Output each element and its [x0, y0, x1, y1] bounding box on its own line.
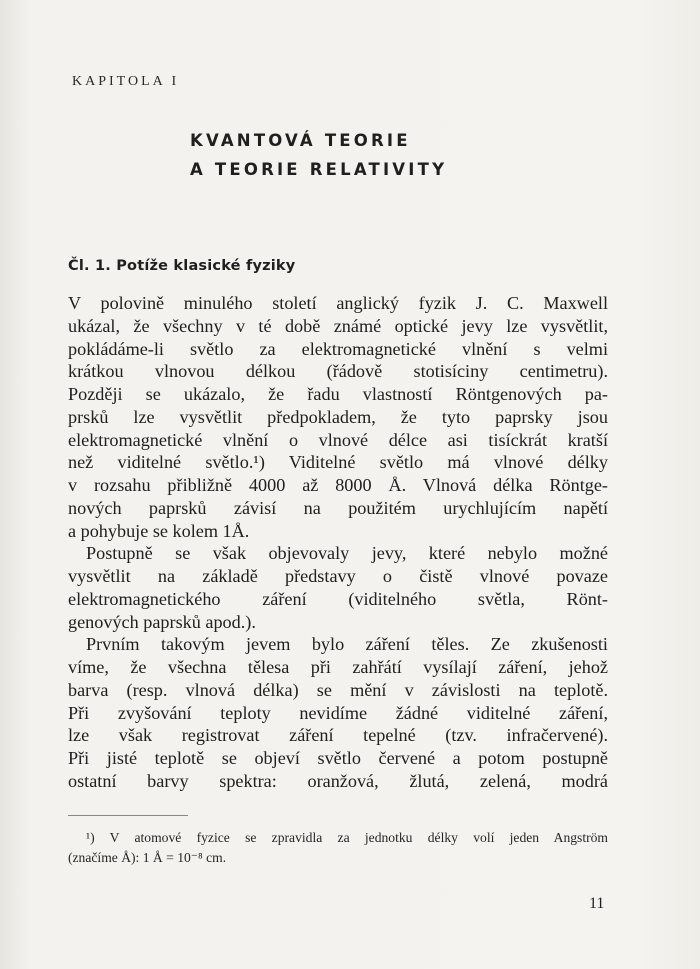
- text-line: elektromagnetického záření (viditelného světla, Rönt-: [68, 588, 608, 609]
- text-line: elektromagnetické vlnění o vlnové délce asi tisíckrát kratší: [68, 429, 608, 450]
- text-line: lze však registrovat záření tepelné (tzv. infračervené).: [68, 725, 608, 746]
- text-line: víme, že všechna tělesa při zahřátí vysílají záření, jehož: [68, 657, 608, 677]
- text-line: barva (resp. vlnová délka) se mění v závislosti na teplotě.: [68, 679, 608, 700]
- footnote-divider: [68, 815, 188, 816]
- text-line: Postupně se však objevovaly jevy, které nebylo možné: [86, 543, 608, 564]
- text-line: v rozsahu přibližně 4000 až 8000 Å. Vlnová délka Röntge-: [68, 475, 608, 495]
- footnote-line: ¹) V atomové fyzice se zpravidla za jednotku délky volí jeden Angström: [86, 830, 608, 845]
- chapter-title-line-1: KVANTOVÁ TEORIE: [190, 131, 411, 150]
- body-text: [68, 292, 608, 793]
- text-line: Při zvyšování teploty nevidíme žádné viditelné záření,: [68, 702, 608, 723]
- text-line: ostatní barvy spektra: oranžová, žlutá, zelená, modrá: [68, 770, 608, 791]
- text-line: vysvětlit na základě představy o čistě vlnové povaze: [68, 566, 608, 586]
- text-line: Prvním takovým jevem bylo záření těles. Ze zkušenosti: [86, 634, 608, 655]
- page-number: 11: [589, 895, 605, 912]
- chapter-label: KAPITOLA I: [72, 74, 180, 89]
- footnote-line: (značíme Å): 1 Å = 10⁻⁸ cm.: [68, 850, 227, 865]
- text-line: prsků lze vysvětlit předpokladem, že tyto paprsky jsou: [68, 406, 608, 427]
- text-line: a pohybuje se kolem 1Å.: [68, 520, 250, 541]
- text-line: než viditelné světlo.¹) Viditelné světlo má vlnové délky: [68, 452, 608, 473]
- text-line: genových paprsků apod.).: [68, 611, 256, 632]
- text-line: ukázal, že všechny v té době známé optické jevy lze vysvětlit,: [68, 315, 608, 336]
- text-line: nových paprsků závisí na použitém urychlujícím napětí: [68, 497, 608, 518]
- section-title: Čl. 1. Potíže klasické fyziky: [68, 258, 296, 274]
- text-line: pokládáme-li světlo za elektromagnetické vlnění s velmi: [68, 338, 608, 359]
- text-line: Později se ukázalo, že řadu vlastností Röntgenových pa-: [68, 384, 608, 404]
- chapter-title: [190, 126, 447, 184]
- chapter-title-line-2: A TEORIE RELATIVITY: [190, 160, 448, 179]
- text-line: V polovině minulého století anglický fyzik J. C. Maxwell: [68, 293, 608, 313]
- text-line: krátkou vlnovou délkou (řádově stotisíciny centimetru).: [68, 361, 608, 382]
- footnote: [68, 828, 608, 868]
- text-line: Při jisté teplotě se objeví světlo červené a potom postupně: [68, 748, 608, 768]
